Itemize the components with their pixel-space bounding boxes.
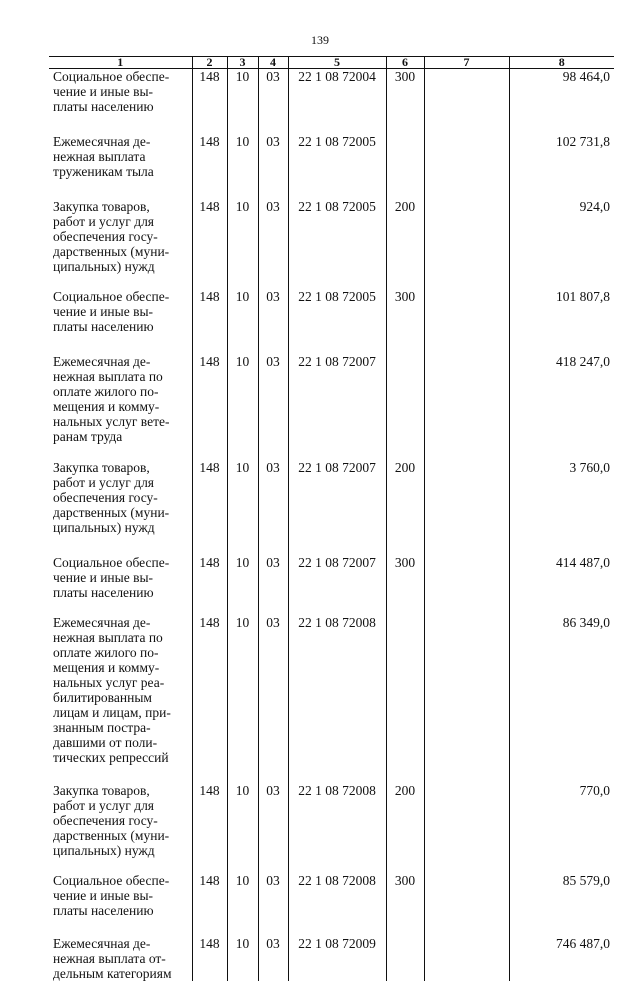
cell-chapter: 148: [192, 354, 227, 460]
column-header-6: 6: [386, 57, 424, 69]
cell-amount: 418 247,0: [509, 354, 614, 460]
cell-section: 10: [227, 289, 258, 354]
cell-expense-type: [386, 134, 424, 199]
cell-col7: [424, 199, 509, 289]
cell-col7: [424, 783, 509, 873]
cell-amount: 86 349,0: [509, 615, 614, 783]
cell-subsection: 03: [258, 134, 288, 199]
row-name-line: обеспечения госу-: [53, 490, 192, 505]
cell-col7: [424, 555, 509, 615]
cell-amount: 101 807,8: [509, 289, 614, 354]
cell-target-code: 22 1 08 72007: [288, 555, 386, 615]
row-name-line: лицам и лицам, при-: [53, 705, 192, 720]
header-row: [49, 57, 614, 69]
cell-expense-type: 300: [386, 873, 424, 936]
row-name-line: чение и иные вы-: [53, 888, 192, 903]
row-name-line: платы населению: [53, 99, 192, 114]
cell-target-code: 22 1 08 72008: [288, 873, 386, 936]
cell-section: 10: [227, 615, 258, 783]
cell-amount: 102 731,8: [509, 134, 614, 199]
cell-chapter: 148: [192, 134, 227, 199]
column-header-3: 3: [227, 57, 258, 69]
row-name-line: мещения и комму-: [53, 399, 192, 414]
row-name: [49, 69, 192, 135]
cell-chapter: 148: [192, 555, 227, 615]
table-row: [49, 134, 614, 199]
row-name: [49, 460, 192, 555]
cell-col7: [424, 936, 509, 981]
cell-chapter: 148: [192, 69, 227, 135]
cell-target-code: 22 1 08 72004: [288, 69, 386, 135]
row-name-line: платы населению: [53, 319, 192, 334]
row-name-line: Социальное обеспе-: [53, 555, 192, 570]
row-name-line: Закупка товаров,: [53, 460, 192, 475]
row-name-line: нежная выплата: [53, 149, 192, 164]
row-name-line: работ и услуг для: [53, 475, 192, 490]
cell-target-code: 22 1 08 72007: [288, 460, 386, 555]
table-row: [49, 289, 614, 354]
row-name: [49, 289, 192, 354]
row-name-line: Ежемесячная де-: [53, 354, 192, 369]
row-name-line: чение и иные вы-: [53, 84, 192, 99]
cell-expense-type: 200: [386, 783, 424, 873]
table-row: [49, 936, 614, 981]
cell-section: 10: [227, 783, 258, 873]
cell-amount: 924,0: [509, 199, 614, 289]
row-name-line: оплате жилого по-: [53, 384, 192, 399]
row-name-line: Социальное обеспе-: [53, 873, 192, 888]
row-name: [49, 936, 192, 981]
row-name-line: обеспечения госу-: [53, 229, 192, 244]
row-name-line: чение и иные вы-: [53, 570, 192, 585]
cell-expense-type: [386, 615, 424, 783]
row-name: [49, 615, 192, 783]
row-name-line: Закупка товаров,: [53, 783, 192, 798]
cell-expense-type: 200: [386, 460, 424, 555]
column-header-4: 4: [258, 57, 288, 69]
column-header-1: 1: [49, 57, 192, 69]
row-name-line: Ежемесячная де-: [53, 615, 192, 630]
cell-subsection: 03: [258, 460, 288, 555]
row-name: [49, 134, 192, 199]
row-name-line: Социальное обеспе-: [53, 289, 192, 304]
cell-target-code: 22 1 08 72005: [288, 134, 386, 199]
row-name-line: обеспечения госу-: [53, 813, 192, 828]
row-name-line: ципальных) нужд: [53, 843, 192, 858]
cell-subsection: 03: [258, 783, 288, 873]
cell-target-code: 22 1 08 72005: [288, 199, 386, 289]
cell-col7: [424, 289, 509, 354]
row-name-line: нежная выплата по: [53, 369, 192, 384]
row-name-line: дарственных (муни-: [53, 244, 192, 259]
row-name-line: нежная выплата по: [53, 630, 192, 645]
cell-chapter: 148: [192, 615, 227, 783]
cell-subsection: 03: [258, 615, 288, 783]
row-name-line: оплате жилого по-: [53, 645, 192, 660]
cell-subsection: 03: [258, 289, 288, 354]
row-name-line: нальных услуг вете-: [53, 414, 192, 429]
cell-col7: [424, 460, 509, 555]
cell-expense-type: [386, 354, 424, 460]
row-name-line: билитированным: [53, 690, 192, 705]
row-name: [49, 783, 192, 873]
column-header-7: 7: [424, 57, 509, 69]
page-number: 139: [0, 33, 640, 48]
cell-amount: 3 760,0: [509, 460, 614, 555]
cell-section: 10: [227, 555, 258, 615]
cell-target-code: 22 1 08 72007: [288, 354, 386, 460]
cell-expense-type: 300: [386, 289, 424, 354]
table-row: [49, 615, 614, 783]
column-header-2: 2: [192, 57, 227, 69]
cell-amount: 770,0: [509, 783, 614, 873]
cell-subsection: 03: [258, 199, 288, 289]
cell-amount: 746 487,0: [509, 936, 614, 981]
cell-subsection: 03: [258, 555, 288, 615]
table-body: [49, 69, 614, 981]
cell-target-code: 22 1 08 72008: [288, 615, 386, 783]
row-name-line: тических репрессий: [53, 750, 192, 765]
table-row: [49, 460, 614, 555]
row-name-line: чение и иные вы-: [53, 304, 192, 319]
cell-chapter: 148: [192, 873, 227, 936]
row-name-line: платы населению: [53, 903, 192, 918]
table-row: [49, 783, 614, 873]
table-header: [49, 57, 614, 69]
cell-expense-type: 300: [386, 69, 424, 135]
budget-table: [49, 56, 614, 981]
cell-section: 10: [227, 873, 258, 936]
row-name-line: давшими от поли-: [53, 735, 192, 750]
row-name-line: Закупка товаров,: [53, 199, 192, 214]
row-name-line: Ежемесячная де-: [53, 134, 192, 149]
cell-amount: 98 464,0: [509, 69, 614, 135]
cell-chapter: 148: [192, 936, 227, 981]
cell-chapter: 148: [192, 460, 227, 555]
cell-target-code: 22 1 08 72009: [288, 936, 386, 981]
row-name-line: работ и услуг для: [53, 214, 192, 229]
row-name: [49, 555, 192, 615]
row-name-line: Ежемесячная де-: [53, 936, 192, 951]
row-name: [49, 354, 192, 460]
column-header-8: 8: [509, 57, 614, 69]
cell-subsection: 03: [258, 354, 288, 460]
cell-section: 10: [227, 199, 258, 289]
row-name-line: нальных услуг реа-: [53, 675, 192, 690]
cell-section: 10: [227, 460, 258, 555]
cell-amount: 85 579,0: [509, 873, 614, 936]
row-name-line: дарственных (муни-: [53, 505, 192, 520]
row-name-line: мещения и комму-: [53, 660, 192, 675]
cell-col7: [424, 134, 509, 199]
cell-subsection: 03: [258, 936, 288, 981]
cell-chapter: 148: [192, 783, 227, 873]
row-name: [49, 199, 192, 289]
row-name-line: ципальных) нужд: [53, 520, 192, 535]
cell-target-code: 22 1 08 72005: [288, 289, 386, 354]
cell-col7: [424, 354, 509, 460]
row-name-line: работ и услуг для: [53, 798, 192, 813]
cell-col7: [424, 615, 509, 783]
row-name-line: Социальное обеспе-: [53, 69, 192, 84]
column-header-5: 5: [288, 57, 386, 69]
cell-expense-type: 200: [386, 199, 424, 289]
row-name-line: платы населению: [53, 585, 192, 600]
cell-chapter: 148: [192, 289, 227, 354]
cell-expense-type: 300: [386, 555, 424, 615]
cell-subsection: 03: [258, 873, 288, 936]
cell-subsection: 03: [258, 69, 288, 135]
table-row: [49, 354, 614, 460]
row-name-line: нежная выплата от-: [53, 951, 192, 966]
cell-col7: [424, 69, 509, 135]
cell-expense-type: [386, 936, 424, 981]
table-row: [49, 69, 614, 135]
cell-section: 10: [227, 936, 258, 981]
row-name-line: дарственных (муни-: [53, 828, 192, 843]
cell-amount: 414 487,0: [509, 555, 614, 615]
row-name-line: знанным постра-: [53, 720, 192, 735]
cell-section: 10: [227, 134, 258, 199]
row-name-line: ранам труда: [53, 429, 192, 444]
table-row: [49, 199, 614, 289]
cell-chapter: 148: [192, 199, 227, 289]
row-name-line: дельным категориям: [53, 966, 192, 981]
row-name-line: ципальных) нужд: [53, 259, 192, 274]
cell-section: 10: [227, 69, 258, 135]
table-row: [49, 555, 614, 615]
cell-section: 10: [227, 354, 258, 460]
row-name-line: труженикам тыла: [53, 164, 192, 179]
cell-target-code: 22 1 08 72008: [288, 783, 386, 873]
